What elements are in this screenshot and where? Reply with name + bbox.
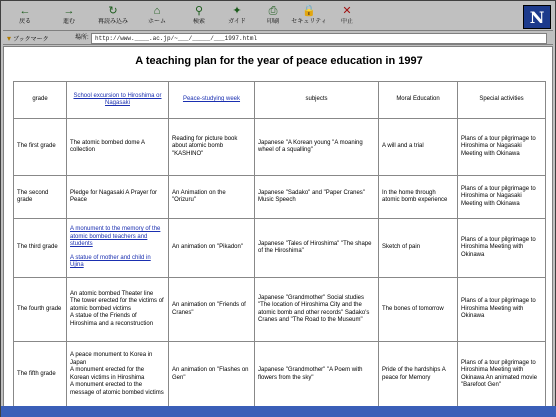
reload-label: 再読み込み (97, 19, 128, 25)
peace-week-cell: Reading for picture book about atomic bomb "KASHINO" (169, 119, 255, 176)
reload-icon: ↻ (108, 5, 118, 17)
subjects-cell: Japanese "Grandmother" "A Poem with flowers from the sky" (255, 342, 379, 408)
bookmark-icon: ▾ (7, 34, 12, 43)
special-cell: Plans of a tour pilgrimage to Hiroshima Meeting with Okinawa An animated movie "Barefoot Gen" (458, 342, 546, 408)
url-input[interactable]: http://www.____.ac.jp/~___/_____/___1997.html (91, 33, 547, 44)
special-cell: Plans of a tour pilgrimage to Hiroshima Meeting with Okinawa (458, 278, 546, 342)
search-button[interactable] (181, 4, 217, 30)
security-label: セキュリティ (291, 19, 327, 25)
bookmarks-button[interactable] (7, 33, 57, 44)
grade-cell: The fourth grade (14, 278, 67, 342)
header-moral-education: Moral Education (379, 82, 458, 119)
subjects-cell: Japanese "A Korean young "A moaning wheel of a squalling" (255, 119, 379, 176)
monument-teachers-link[interactable]: A monument to the memory of the atomic bombed teachers and students (70, 226, 161, 248)
excursion-item: A monument erected for the Korean victims in Hiroshima (70, 367, 145, 381)
browser-logo: N (523, 5, 551, 29)
subjects-cell: Japanese "Tales of Hiroshima" "The shape of the Hiroshima" (255, 219, 379, 278)
special-cell: Plans of a tour pilgrimage to Hiroshima Meeting with Okinawa (458, 219, 546, 278)
security-button[interactable] (291, 4, 327, 30)
table-row (14, 119, 546, 176)
table-row (14, 219, 546, 278)
excursion-item: A peace monument to Korea in Japan (70, 352, 153, 366)
lock-icon: 🔒 (302, 5, 316, 17)
back-arrow-icon: ← (19, 5, 31, 17)
excursion-cell: The atomic bombed dome A collection (67, 119, 169, 176)
moral-cell: Pride of the hardships A peace for Memory (379, 342, 458, 408)
peace-week-header-link[interactable]: Peace-studying week (182, 96, 241, 103)
forward-label: 進む (62, 19, 75, 25)
search-icon: ⚲ (194, 5, 204, 17)
grade-cell: The first grade (14, 119, 67, 176)
table-row (14, 278, 546, 342)
excursion-item: A monument erected to the message of atomic bombed victims (70, 382, 164, 396)
search-label: 検索 (192, 19, 205, 25)
peace-week-cell: An Animation on the "Orizuru" (169, 176, 255, 219)
home-label: ホーム (147, 19, 166, 25)
header-grade: grade (14, 82, 67, 119)
home-button[interactable] (139, 4, 175, 30)
table-row (14, 176, 546, 219)
bookmarks-label: ブックマーク (13, 37, 49, 43)
print-label: 印刷 (266, 19, 279, 25)
excursion-cell: Pledge for Nagasaki A Prayer for Peace (67, 176, 169, 219)
guide-icon: ✦ (232, 5, 242, 17)
header-subjects: subjects (255, 82, 379, 119)
guide-button[interactable] (219, 4, 255, 30)
excursion-item: The tower erected for the victims of atomic bombed victims (70, 298, 164, 312)
header-peace-week[interactable] (169, 82, 255, 119)
teaching-plan-table (13, 81, 546, 416)
header-excursion[interactable] (67, 82, 169, 119)
stop-icon: ✕ (342, 5, 352, 17)
peace-week-cell: An animation on "Friends of Cranes" (169, 278, 255, 342)
grade-cell: The third grade (14, 219, 67, 278)
location-bar (3, 32, 553, 45)
moral-cell: Sketch of pain (379, 219, 458, 278)
reload-button[interactable] (95, 4, 131, 30)
mother-child-statue-link[interactable]: A statue of mother and child in Ujina (70, 254, 151, 269)
grade-cell: The second grade (14, 176, 67, 219)
printer-icon: ⎙ (268, 5, 278, 17)
excursion-cell (67, 342, 169, 408)
special-cell: Plans of a tour pilgrimage to Hiroshima or Nagasaki Meeting with Okinawa (458, 176, 546, 219)
forward-button[interactable] (51, 4, 87, 30)
page-content[interactable] (3, 46, 553, 416)
excursion-header-link[interactable]: School excursion to Hiroshima or Nagasaki (73, 92, 162, 106)
peace-week-cell: An animation on "Pikadon" (169, 219, 255, 278)
excursion-item: An atomic bombed Theater line (70, 290, 154, 297)
excursion-cell (67, 219, 169, 278)
peace-week-cell: An animation on "Flashes on Gen" (169, 342, 255, 408)
print-button[interactable] (255, 4, 291, 30)
stop-label: 中止 (340, 19, 353, 25)
table-header-row (14, 82, 546, 119)
guide-label: ガイド (228, 19, 246, 25)
excursion-item: A statue of the Friends of Hiroshima and a reconstruction (70, 313, 154, 327)
home-icon: ⌂ (153, 5, 161, 17)
excursion-cell (67, 278, 169, 342)
moral-cell: A will and a trial (379, 119, 458, 176)
subjects-cell: Japanese "Sadako" and "Paper Cranes" Music Speech (255, 176, 379, 219)
back-button[interactable] (7, 4, 43, 30)
special-cell: Plans of a tour pilgrimage to Hiroshima or Nagasaki Meeting with Okinawa (458, 119, 546, 176)
table-row (14, 342, 546, 408)
subjects-cell: Japanese "Grandmother" Social studies "The location of Hiroshima City and the atomic bomb and other records" Sadako's Cranes and "The Road to the Museum" (255, 278, 379, 342)
grade-cell: The fifth grade (14, 342, 67, 408)
header-special-activities: Special activities (458, 82, 546, 119)
navigation-toolbar (3, 3, 553, 31)
location-label: 場所: (75, 35, 89, 41)
page-title: A teaching plan for the year of peace education in 1997 (135, 55, 423, 67)
desktop-strip (1, 406, 556, 417)
moral-cell: The bones of tomorrow (379, 278, 458, 342)
back-label: 戻る (18, 19, 31, 25)
forward-arrow-icon: → (63, 5, 75, 17)
moral-cell: In the home through atomic bomb experience (379, 176, 458, 219)
stop-button[interactable] (329, 4, 365, 30)
